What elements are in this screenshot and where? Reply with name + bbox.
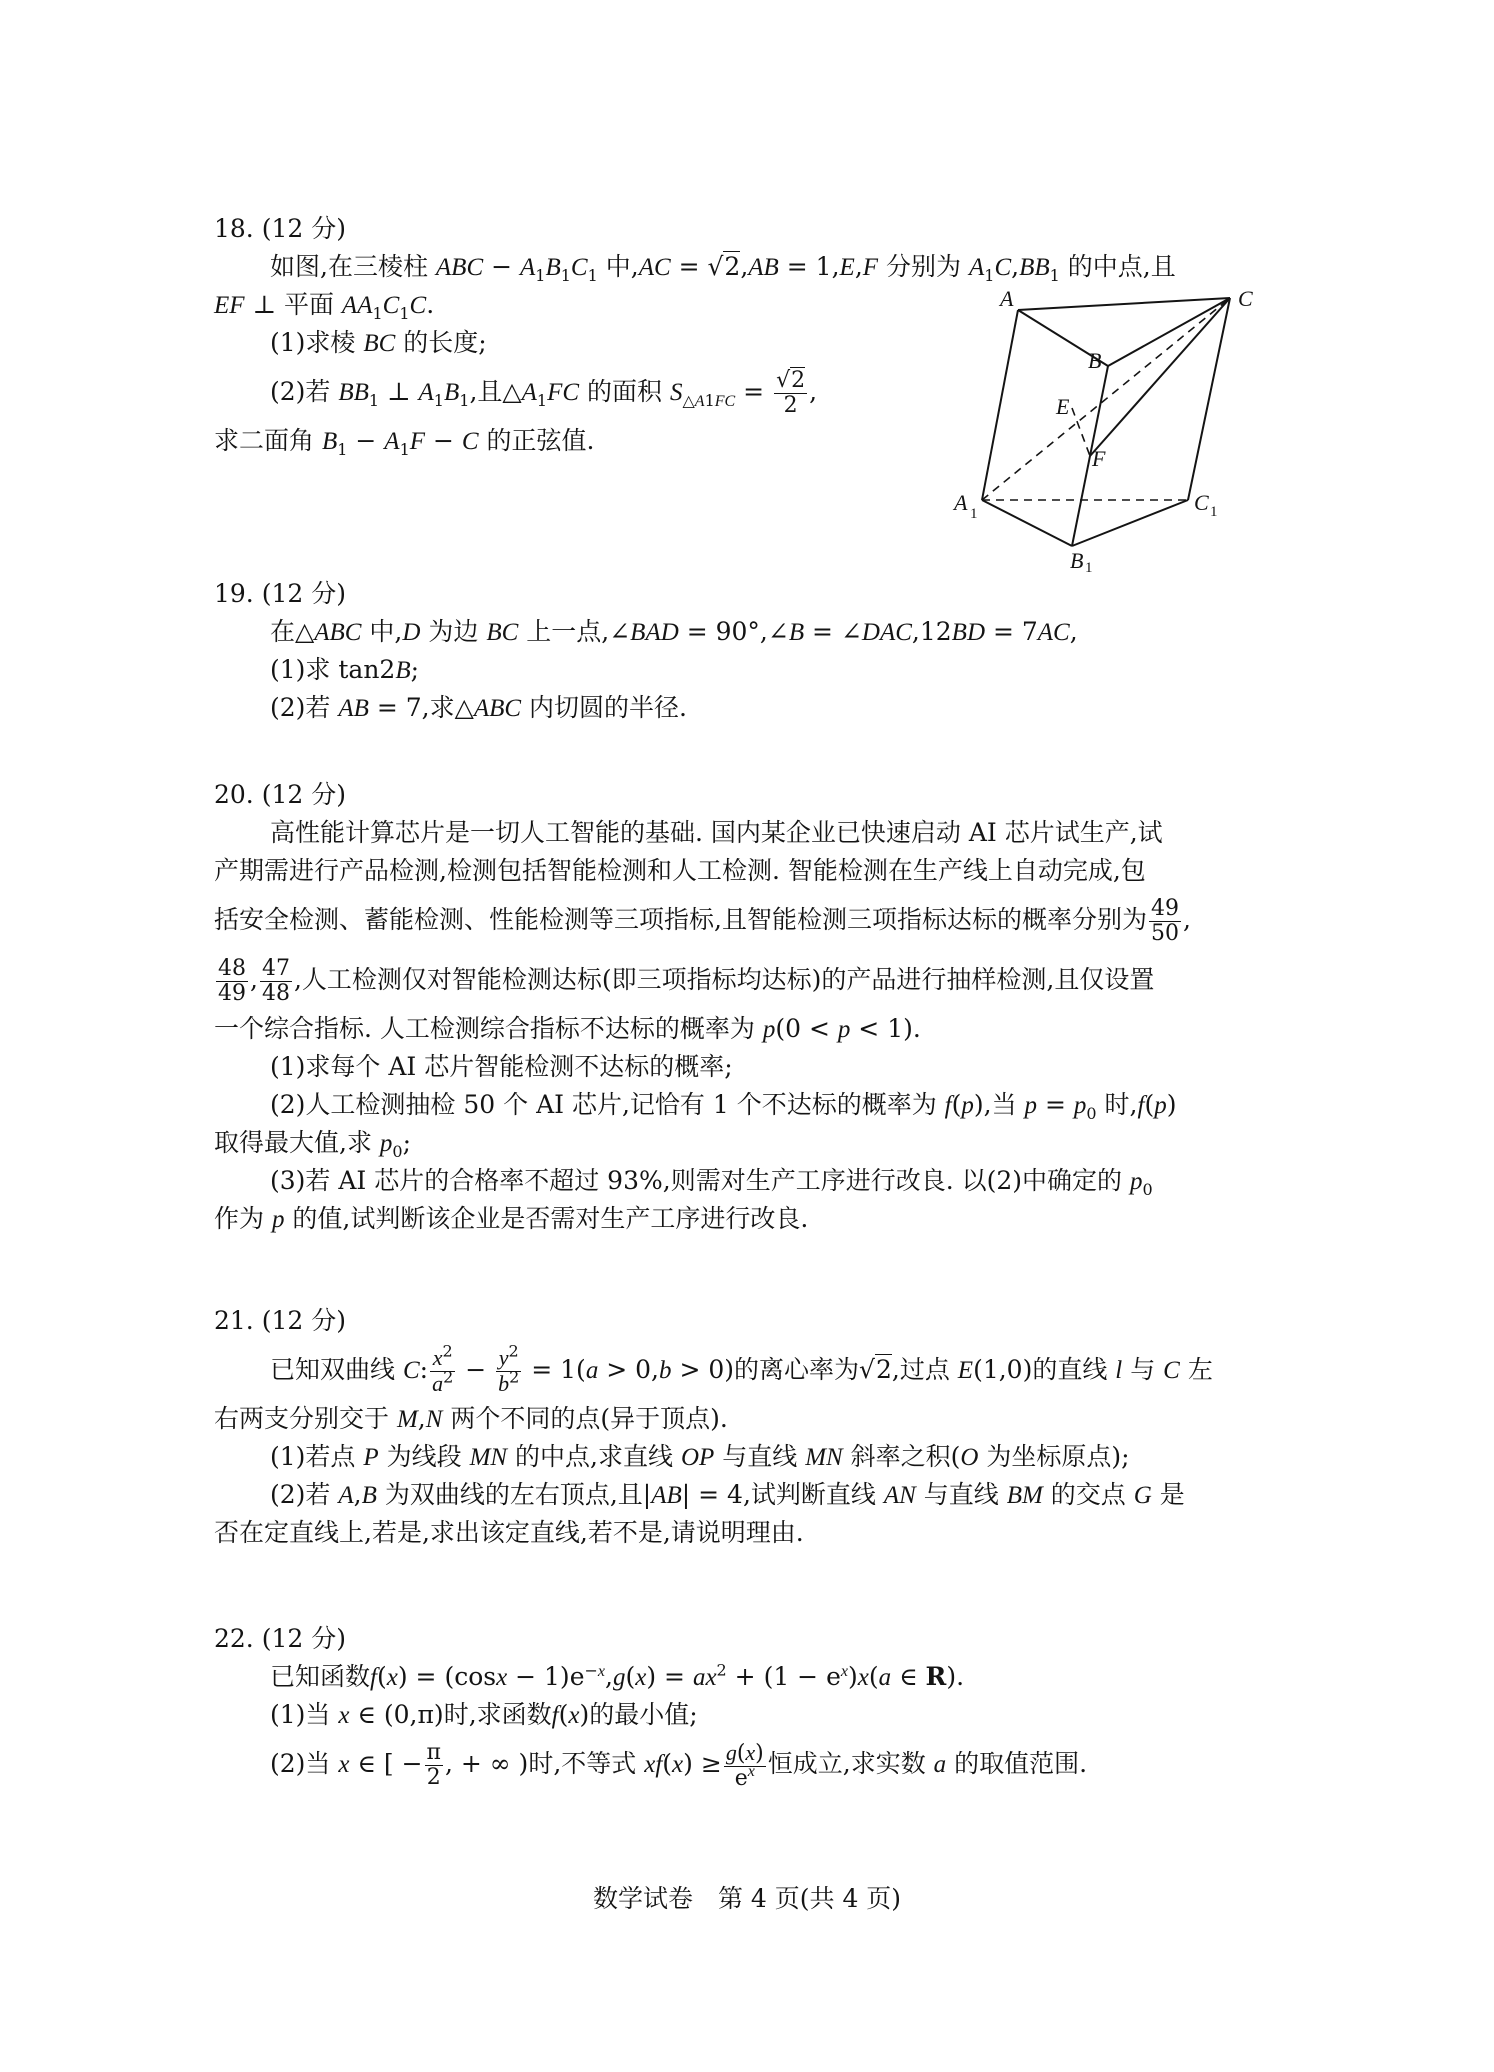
page-footer: 数学试卷 第 4 页(共 4 页): [592, 1884, 902, 1913]
question-21-part-1: (1)若点 P 为线段 MN 的中点,求直线 OP 与直线 MN 斜率之积(O 为坐标原点);: [270, 1442, 1130, 1471]
question-20-part-2: (2)人工检测抽检 50 个 AI 芯片,记恰有 1 个不达标的概率为 f(p),当 $p = p_0$ 时,f(p): [270, 1090, 1177, 1123]
question-22-part-1: (1)当 x ∈ (0,π)时,求函数f(x)的最小值;: [270, 1700, 698, 1729]
question-18-header: 18. (12 分): [214, 214, 346, 243]
question-22-header: 22. (12 分): [214, 1624, 346, 1653]
question-21-part-2: (2)若 A,B 为双曲线的左右顶点,且|AB| = 4,试判断直线 AN 与直线 BM 的交点 G 是: [270, 1480, 1185, 1509]
question-20-line-4: $\frac{48}{49}$ , $\frac{47}{48}$ ,人工检测仅对智能检测达标(即三项指标均达标)的产品进行抽样检测,且仅设置: [218, 956, 1155, 1006]
label-F: F: [1092, 446, 1106, 471]
question-20: [214, 776, 1284, 1238]
question-22-line-1: 已知函数$f(x) = (\cos x - 1)e^{-x},g(x) = ax^2 + (1 - e^x)x(a$ ∈ R).: [270, 1660, 965, 1691]
question-20-line-5: 一个综合指标. 人工检测综合指标不达标的概率为 p(0 < p < 1).: [214, 1014, 921, 1043]
question-20-line-2: 产期需进行产品检测,检测包括智能检测和人工检测. 智能检测在生产线上自动完成,包: [214, 856, 1146, 885]
question-22-part-2: (2)当 x ∈ [ − $\frac{\pi}{2}$ , + ∞ )时,不等式 xf(x) ≥ $\frac{g(x)}{e^x}$ 恒成立,求实数 a 的取值范围.: [270, 1739, 1088, 1791]
question-20-line-3: 括安全检测、蓄能检测、性能检测等三项指标,且智能检测三项指标达标的概率分别为 $\frac{49}{50}$ ,: [214, 896, 1191, 946]
question-20-part-3: (3)若 AI 芯片的合格率不超过 93%,则需对生产工序进行改良. 以(2)中确定的 $p_0$: [270, 1166, 1153, 1199]
question-18-line-2: EF ⊥ 平面 $AA_1C_1C$.: [214, 290, 435, 323]
label-E: E: [1056, 394, 1070, 419]
question-18-part-2-cont: 求二面角 $B_1 - A_1F - C$ 的正弦值.: [214, 426, 595, 459]
question-19-line-1: 在△ABC 中,D 为边 BC 上一点,∠BAD = 90°,∠B = ∠DAC,12BD = 7AC,: [270, 617, 1078, 646]
fraction-sqrt2-over-2: $\frac{√2}{2}$: [776, 368, 806, 418]
question-19-header: 19. (12 分): [214, 579, 346, 608]
question-19-part-1: (1)求 tan2B;: [270, 655, 420, 684]
question-20-part-1: (1)求每个 AI 芯片智能检测不达标的概率;: [270, 1052, 733, 1081]
question-21-header: 21. (12 分): [214, 1306, 346, 1335]
question-19-part-2: (2)若 AB = 7,求△ABC 内切圆的半径.: [270, 693, 687, 722]
svg-text:1: 1: [1085, 560, 1093, 573]
question-21-part-2-cont: 否在定直线上,若是,求出该定直线,若不是,请说明理由.: [214, 1518, 804, 1547]
question-19: [214, 575, 1284, 727]
svg-text:1: 1: [1210, 504, 1218, 520]
label-A: A: [1000, 288, 1014, 311]
question-21-line-1: 已知双曲线 C: $\frac{x^2}{a^2}$ − $\frac{y^2}{b^2}$ = 1(a > 0,b > 0)的离心率为√2,过点 E(1,0)的直线 l 与 C 左: [270, 1341, 1213, 1396]
question-18-part-1: (1)求棱 BC 的长度;: [270, 328, 487, 357]
question-20-header: 20. (12 分): [214, 780, 346, 809]
svg-text:1: 1: [970, 506, 978, 522]
question-20-part-3-cont: 作为 p 的值,试判断该企业是否需对生产工序进行改良.: [214, 1204, 809, 1233]
label-B1: B: [1070, 548, 1084, 573]
label-C1: C: [1194, 490, 1209, 515]
label-A1: A: [954, 490, 968, 515]
prism-figure: [940, 288, 1270, 573]
question-18-part-2: (2)若 $BB_1$ ⊥ $A_1B_1$,且$\triangle A_1FC$ 的面积 $S_{\triangle A1FC}$ = $\frac{√2}{2}$ ,: [270, 368, 818, 418]
question-21: [214, 1302, 1284, 1552]
question-21-line-2: 右两支分别交于 M,N 两个不同的点(异于顶点).: [214, 1404, 728, 1433]
question-20-line-1: 高性能计算芯片是一切人工智能的基础. 国内某企业已快速启动 AI 芯片试生产,试: [270, 818, 1163, 847]
label-B: B: [1088, 348, 1102, 373]
label-C: C: [1238, 288, 1253, 311]
question-20-part-2-cont: 取得最大值,求 $p_0$;: [214, 1128, 412, 1161]
question-22: [214, 1620, 1284, 1794]
question-18-line-1: 如图,在三棱柱 ABC − $A_1B_1C_1$ 中,AC = √2,AB = 1,E,F 分别为 $A_1C,BB_1$ 的中点,且: [270, 252, 1176, 285]
